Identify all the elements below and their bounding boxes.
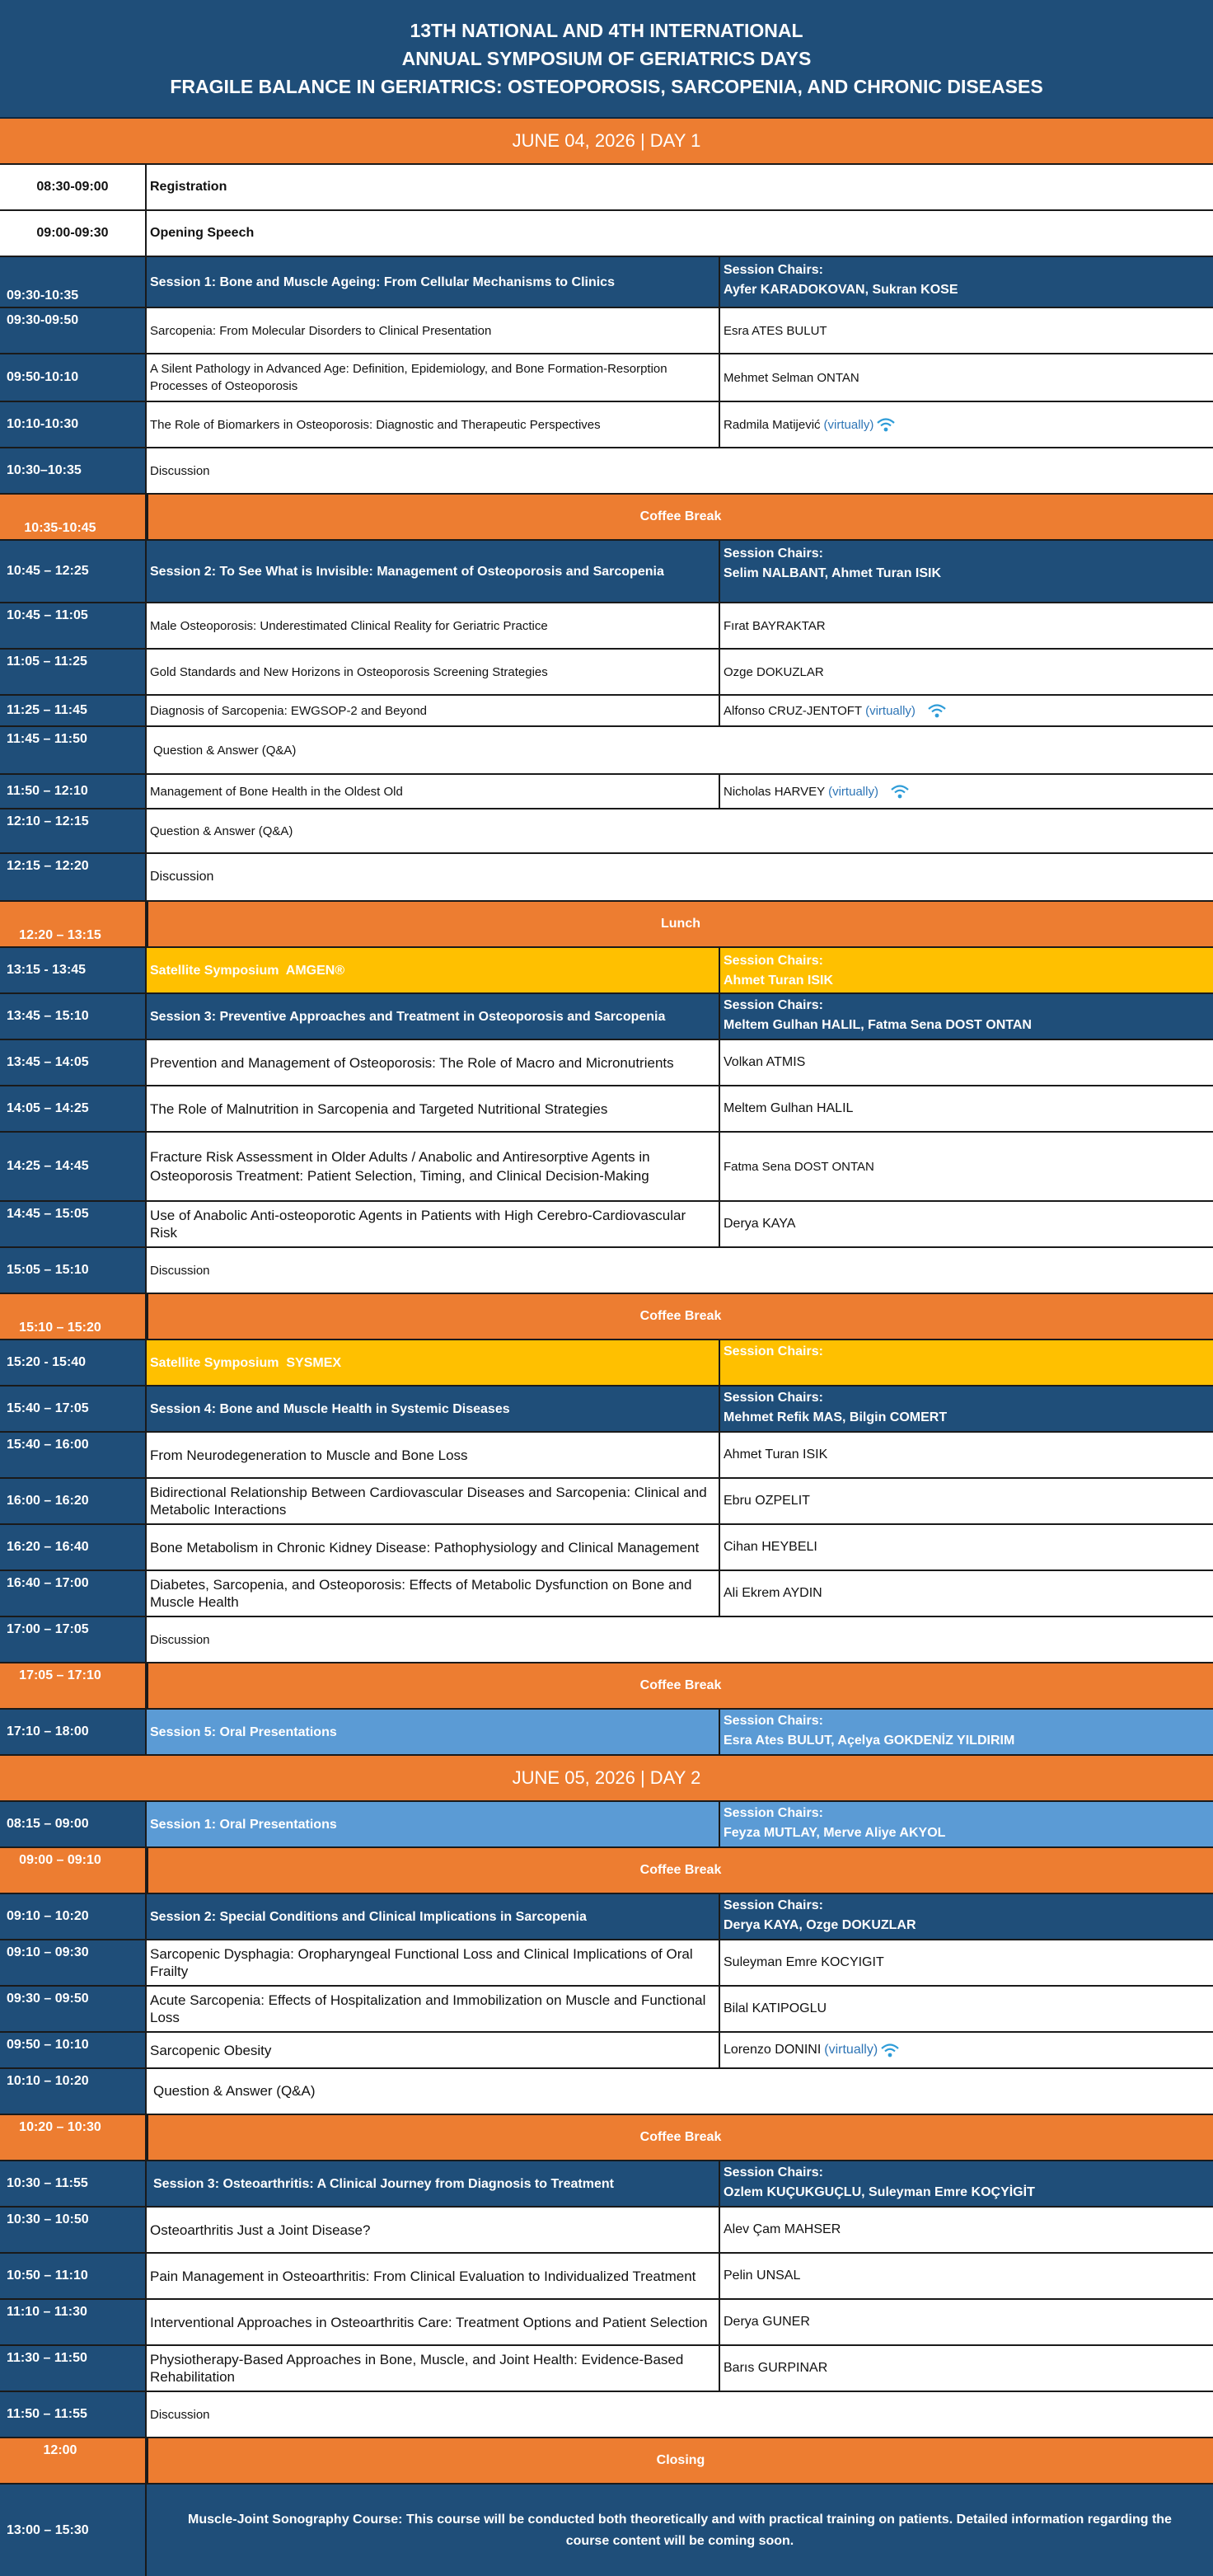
item-cell: Question & Answer (Q&A) xyxy=(150,823,293,838)
time-cell: 15:40 – 16:00 xyxy=(0,1433,147,1477)
time-cell: 13:45 – 15:10 xyxy=(0,994,147,1039)
talk-title: A Silent Pathology in Advanced Age: Definition, Epidemiology, and Bone Formation-Resorption Processes of Osteoporosis xyxy=(147,354,720,401)
talk-row xyxy=(0,1086,1213,1133)
speaker: Ozge DOKUZLAR xyxy=(724,664,824,679)
time-cell: 16:40 – 17:00 xyxy=(0,1571,147,1616)
break-row xyxy=(0,1663,1213,1710)
talk-row xyxy=(0,696,1213,727)
day-2-label: DAY 2 xyxy=(649,1767,701,1788)
time-cell: 10:20 – 10:30 xyxy=(0,2115,147,2160)
time-cell: 12:15 – 12:20 xyxy=(0,854,147,900)
break-row xyxy=(0,2438,1213,2485)
session-title: Session 2: Special Conditions and Clinical Implications in Sarcopenia xyxy=(147,1894,720,1939)
item-cell: Discussion xyxy=(150,463,210,478)
virtual-tag: (virtually) xyxy=(865,703,916,718)
time-cell: 12:10 – 12:15 xyxy=(0,809,147,852)
speaker: Suleyman Emre KOCYIGIT xyxy=(724,1955,884,1969)
day-1-date: JUNE 04, 2026 xyxy=(512,130,635,151)
talk-row xyxy=(0,1479,1213,1525)
talk-row xyxy=(0,1433,1213,1479)
time-cell: 10:10-10:30 xyxy=(0,402,147,447)
talk-title: From Neurodegeneration to Muscle and Bone Loss xyxy=(147,1433,720,1477)
talk-title: Physiotherapy-Based Approaches in Bone, Muscle, and Joint Health: Evidence-Based Rehabilitation xyxy=(147,2346,720,2391)
speaker: Alfonso CRUZ-JENTOFT xyxy=(724,703,863,718)
closing-label: Closing xyxy=(147,2438,1213,2483)
speaker: Mehmet Selman ONTAN xyxy=(724,370,859,385)
talk-row xyxy=(0,1987,1213,2033)
time-cell: 10:30 – 10:50 xyxy=(0,2208,147,2252)
header-line-3: FRAGILE BALANCE IN GERIATRICS: OSTEOPOROSIS, SARCOPENIA, AND CHRONIC DISEASES xyxy=(170,76,1043,97)
chairs-label: Session Chairs: xyxy=(724,547,823,561)
time-cell: 13:45 – 14:05 xyxy=(0,1040,147,1085)
speaker: Ahmet Turan ISIK xyxy=(724,1448,828,1462)
talk-row xyxy=(0,2300,1213,2346)
break-label: Coffee Break xyxy=(147,495,1213,539)
day-2-date: JUNE 05, 2026 xyxy=(512,1767,635,1788)
item-cell: Discussion xyxy=(150,2407,210,2422)
talk-row xyxy=(0,1525,1213,1571)
talk-title: Osteoarthritis Just a Joint Disease? xyxy=(147,2208,720,2252)
time-cell: 13:15 - 13:45 xyxy=(0,948,147,992)
program-row xyxy=(0,211,1213,257)
item-cell: Question & Answer (Q&A) xyxy=(153,2083,316,2099)
program-row xyxy=(0,2069,1213,2115)
time-cell: 16:00 – 16:20 xyxy=(0,1479,147,1523)
talk-title: Acute Sarcopenia: Effects of Hospitalization and Immobilization on Muscle and Functional Loss xyxy=(147,1987,720,2031)
time-cell: 08:15 – 09:00 xyxy=(0,1802,147,1846)
speaker-cell xyxy=(720,402,1213,447)
session-title: Session 2: To See What is Invisible: Management of Osteoporosis and Sarcopenia xyxy=(147,541,720,602)
speaker: Esra ATES BULUT xyxy=(724,323,827,338)
speaker: Ebru OZPELIT xyxy=(724,1494,810,1508)
time-cell: 17:05 – 17:10 xyxy=(0,1663,147,1708)
break-row xyxy=(0,1294,1213,1340)
talk-row xyxy=(0,603,1213,650)
speaker-cell xyxy=(720,775,1213,808)
chairs-label: Session Chairs: xyxy=(724,954,823,968)
session-title: Session 4: Bone and Muscle Health in Systemic Diseases xyxy=(147,1387,720,1431)
break-row xyxy=(0,495,1213,541)
talk-title: Sarcopenia: From Molecular Disorders to Clinical Presentation xyxy=(147,308,720,353)
speaker: Derya GUNER xyxy=(724,2315,810,2329)
talk-row xyxy=(0,2254,1213,2300)
speaker: Lorenzo DONINI xyxy=(724,2043,822,2057)
session-chairs xyxy=(720,1894,1213,1939)
program-row xyxy=(0,809,1213,854)
talk-row xyxy=(0,2033,1213,2069)
talk-title: Gold Standards and New Horizons in Osteoporosis Screening Strategies xyxy=(147,650,720,694)
chairs-label: Session Chairs: xyxy=(724,2165,823,2180)
speaker: Nicholas HARVEY xyxy=(724,784,826,799)
talk-row xyxy=(0,1940,1213,1987)
session-row xyxy=(0,257,1213,308)
time-cell: 13:00 – 15:30 xyxy=(0,2485,147,2576)
day-1-banner xyxy=(0,119,1213,165)
talk-title: Male Osteoporosis: Underestimated Clinical Reality for Geriatric Practice xyxy=(147,603,720,648)
item-cell: Question & Answer (Q&A) xyxy=(153,743,297,758)
break-label: Coffee Break xyxy=(147,2115,1213,2160)
chairs-label: Session Chairs: xyxy=(724,1806,823,1820)
program-row xyxy=(0,854,1213,902)
satellite-row xyxy=(0,948,1213,994)
header-line-2: ANNUAL SYMPOSIUM OF GERIATRICS DAYS xyxy=(401,48,812,69)
talk-row xyxy=(0,2208,1213,2254)
talk-title: Pain Management in Osteoarthritis: From Clinical Evaluation to Individualized Treatment xyxy=(147,2254,720,2298)
time-cell: 11:10 – 11:30 xyxy=(0,2300,147,2344)
speaker: Derya KAYA xyxy=(724,1217,796,1231)
break-label: Lunch xyxy=(147,902,1213,946)
session-title: Session 1: Oral Presentations xyxy=(147,1802,720,1846)
time-cell: 17:00 – 17:05 xyxy=(0,1617,147,1662)
time-cell: 08:30-09:00 xyxy=(0,165,147,209)
time-cell: 11:50 – 11:55 xyxy=(0,2392,147,2437)
talk-title: Sarcopenic Dysphagia: Oropharyngeal Functional Loss and Clinical Implications of Oral Frailty xyxy=(147,1940,720,1985)
item-cell: Discussion xyxy=(150,1632,210,1647)
time-cell: 15:40 – 17:05 xyxy=(0,1387,147,1431)
speaker-cell xyxy=(720,2033,1213,2067)
session-row xyxy=(0,2161,1213,2208)
speaker: Barıs GURPINAR xyxy=(724,2361,828,2375)
program-row xyxy=(0,1248,1213,1294)
session-chairs xyxy=(720,1802,1213,1846)
chairs-label: Session Chairs: xyxy=(724,263,823,277)
talk-row xyxy=(0,1571,1213,1617)
talk-title: Bone Metabolism in Chronic Kidney Disease: Pathophysiology and Clinical Management xyxy=(147,1525,720,1570)
session-row xyxy=(0,1802,1213,1848)
time-cell: 10:30 – 11:55 xyxy=(0,2161,147,2206)
speaker: Fırat BAYRAKTAR xyxy=(724,618,826,633)
chairs-names: Esra Ates BULUT, Açelya GOKDENİZ YILDIRIM xyxy=(724,1734,1015,1748)
speaker: Bilal KATIPOGLU xyxy=(724,2001,827,2015)
program-row xyxy=(0,727,1213,775)
time-cell: 10:45 – 12:25 xyxy=(0,541,147,602)
session-chairs xyxy=(720,1340,1213,1385)
session-row xyxy=(0,1894,1213,1940)
time-cell: 12:20 – 13:15 xyxy=(0,902,147,946)
talk-row xyxy=(0,650,1213,696)
session-row xyxy=(0,541,1213,603)
wifi-icon xyxy=(876,416,896,433)
wifi-icon xyxy=(927,702,947,719)
session-title: Session 5: Oral Presentations xyxy=(147,1710,720,1754)
chairs-names: Derya KAYA, Ozge DOKUZLAR xyxy=(724,1918,916,1932)
break-row xyxy=(0,902,1213,948)
talk-title: Diagnosis of Sarcopenia: EWGSOP-2 and Beyond xyxy=(147,696,720,725)
chairs-label: Session Chairs: xyxy=(724,1714,823,1728)
program-row xyxy=(0,1617,1213,1663)
satellite-title: Satellite Symposium AMGEN® xyxy=(147,948,720,992)
chairs-label: Session Chairs: xyxy=(724,998,823,1012)
program-row xyxy=(0,448,1213,495)
talk-title: Management of Bone Health in the Oldest Old xyxy=(147,775,720,808)
time-cell: 15:05 – 15:10 xyxy=(0,1248,147,1293)
time-cell: 10:35-10:45 xyxy=(0,495,147,539)
wifi-icon xyxy=(880,2042,900,2058)
talk-title: The Role of Biomarkers in Osteoporosis: Diagnostic and Therapeutic Perspectives xyxy=(147,402,720,447)
chairs-label: Session Chairs: xyxy=(724,1391,823,1405)
chairs-names: Ayfer KARADOKOVAN, Sukran KOSE xyxy=(724,283,958,297)
chairs-names: Mehmet Refik MAS, Bilgin COMERT xyxy=(724,1410,948,1424)
satellite-title: Satellite Symposium SYSMEX xyxy=(147,1340,720,1385)
virtual-tag: (virtually) xyxy=(828,784,878,799)
talk-title: Fracture Risk Assessment in Older Adults / Anabolic and Antiresorptive Agents in Osteoporosis Treatment: Patient Selection, Timing, and Clinical Decision-Making xyxy=(147,1133,720,1200)
speaker: Fatma Sena DOST ONTAN xyxy=(724,1159,874,1174)
talk-row xyxy=(0,775,1213,809)
session-chairs xyxy=(720,1710,1213,1754)
course-description: Muscle-Joint Sonography Course: This course will be conducted both theoretically and with practical training on patients. Detailed information regarding the course content will be coming soon. xyxy=(188,2512,1172,2548)
talk-title: Diabetes, Sarcopenia, and Osteoporosis: Effects of Metabolic Dysfunction on Bone and Muscle Health xyxy=(147,1571,720,1616)
break-row xyxy=(0,2115,1213,2161)
session-chairs xyxy=(720,541,1213,602)
time-cell: 11:05 – 11:25 xyxy=(0,650,147,694)
session-title: Session 3: Preventive Approaches and Treatment in Osteoporosis and Sarcopenia xyxy=(147,994,720,1039)
time-cell: 11:25 – 11:45 xyxy=(0,696,147,725)
course-row xyxy=(0,2485,1213,2576)
chairs-names: Feyza MUTLAY, Merve Aliye AKYOL xyxy=(724,1826,946,1840)
session-chairs xyxy=(720,994,1213,1039)
speaker: Radmila Matijević xyxy=(724,417,821,432)
time-cell: 10:50 – 11:10 xyxy=(0,2254,147,2298)
header-line-1: 13TH NATIONAL AND 4TH INTERNATIONAL xyxy=(410,20,803,41)
session-chairs xyxy=(720,948,1213,992)
time-cell: 17:10 – 18:00 xyxy=(0,1710,147,1754)
chairs-names: Meltem Gulhan HALIL, Fatma Sena DOST ONTAN xyxy=(724,1018,1032,1032)
chairs-names: Ozlem KUÇUKGUÇLU, Suleyman Emre KOÇYİGİT xyxy=(724,2185,1035,2199)
session-title: Session 3: Osteoarthritis: A Clinical Journey from Diagnosis to Treatment xyxy=(147,2161,720,2206)
speaker: Volkan ATMIS xyxy=(724,1055,806,1069)
session-chairs xyxy=(720,257,1213,307)
break-label: Coffee Break xyxy=(147,1294,1213,1339)
virtual-tag: (virtually) xyxy=(823,417,874,432)
time-cell: 10:30–10:35 xyxy=(0,448,147,493)
time-cell: 09:50 – 10:10 xyxy=(0,2033,147,2067)
session-chairs xyxy=(720,1387,1213,1431)
time-cell: 09:50-10:10 xyxy=(0,354,147,401)
time-cell: 16:20 – 16:40 xyxy=(0,1525,147,1570)
break-row xyxy=(0,1848,1213,1894)
time-cell: 14:05 – 14:25 xyxy=(0,1086,147,1131)
time-cell: 15:20 - 15:40 xyxy=(0,1340,147,1385)
time-cell: 15:10 – 15:20 xyxy=(0,1294,147,1339)
session-title: Session 1: Bone and Muscle Ageing: From Cellular Mechanisms to Clinics xyxy=(147,257,720,307)
talk-title: The Role of Malnutrition in Sarcopenia and Targeted Nutritional Strategies xyxy=(147,1086,720,1131)
program-header xyxy=(0,0,1213,119)
time-cell: 10:10 – 10:20 xyxy=(0,2069,147,2114)
chairs-names: Selim NALBANT, Ahmet Turan ISIK xyxy=(724,566,942,580)
time-cell: 09:00 – 09:10 xyxy=(0,1848,147,1893)
chairs-label: Session Chairs: xyxy=(724,1344,823,1358)
time-cell: 11:45 – 11:50 xyxy=(0,727,147,773)
break-label: Coffee Break xyxy=(147,1663,1213,1708)
talk-title: Use of Anabolic Anti-osteoporotic Agents in Patients with High Cerebro-Cardiovascular Risk xyxy=(147,1202,720,1246)
speaker: Pelin UNSAL xyxy=(724,2269,801,2283)
time-cell: 14:45 – 15:05 xyxy=(0,1202,147,1246)
talk-row xyxy=(0,1133,1213,1202)
virtual-tag: (virtually) xyxy=(824,2043,878,2057)
talk-title: Interventional Approaches in Osteoarthritis Care: Treatment Options and Patient Selection xyxy=(147,2300,720,2344)
item-cell: Opening Speech xyxy=(150,226,255,240)
time-cell: 12:00 xyxy=(0,2438,147,2483)
speaker: Ali Ekrem AYDIN xyxy=(724,1586,822,1600)
time-cell: 09:30 – 09:50 xyxy=(0,1987,147,2031)
program-row xyxy=(0,2392,1213,2438)
talk-title: Sarcopenic Obesity xyxy=(147,2033,720,2067)
speaker: Cihan HEYBELI xyxy=(724,1540,817,1554)
satellite-row xyxy=(0,1340,1213,1387)
day-2-separator: | xyxy=(635,1767,650,1788)
session-row xyxy=(0,994,1213,1040)
time-cell: 09:30-09:50 xyxy=(0,308,147,353)
talk-row xyxy=(0,1202,1213,1248)
chairs-names: Ahmet Turan ISIK xyxy=(724,974,834,988)
talk-row xyxy=(0,308,1213,354)
time-cell: 09:30-10:35 xyxy=(0,257,147,307)
talk-row xyxy=(0,2346,1213,2392)
session-chairs xyxy=(720,2161,1213,2206)
talk-row xyxy=(0,402,1213,448)
speaker: Alev Çam MAHSER xyxy=(724,2222,841,2236)
talk-row xyxy=(0,1040,1213,1086)
day-1-label: DAY 1 xyxy=(649,130,701,151)
wifi-icon xyxy=(890,783,910,800)
program-row xyxy=(0,165,1213,211)
chairs-label: Session Chairs: xyxy=(724,1898,823,1912)
day-1-separator: | xyxy=(635,130,650,151)
time-cell: 09:00-09:30 xyxy=(0,211,147,256)
item-cell: Registration xyxy=(150,180,227,194)
talk-row xyxy=(0,354,1213,402)
talk-title: Bidirectional Relationship Between Cardiovascular Diseases and Sarcopenia: Clinical and Metabolic Interactions xyxy=(147,1479,720,1523)
talk-title: Prevention and Management of Osteoporosis: The Role of Macro and Micronutrients xyxy=(147,1040,720,1085)
session-row xyxy=(0,1710,1213,1756)
item-cell: Discussion xyxy=(150,870,214,884)
session-row xyxy=(0,1387,1213,1433)
speaker-cell xyxy=(720,696,1213,725)
time-cell: 10:45 – 11:05 xyxy=(0,603,147,648)
break-label: Coffee Break xyxy=(147,1848,1213,1893)
time-cell: 11:30 – 11:50 xyxy=(0,2346,147,2391)
time-cell: 11:50 – 12:10 xyxy=(0,775,147,808)
speaker: Meltem Gulhan HALIL xyxy=(724,1101,854,1115)
item-cell: Discussion xyxy=(150,1263,210,1278)
time-cell: 09:10 – 09:30 xyxy=(0,1940,147,1985)
day-2-banner xyxy=(0,1756,1213,1802)
time-cell: 09:10 – 10:20 xyxy=(0,1894,147,1939)
time-cell: 14:25 – 14:45 xyxy=(0,1133,147,1200)
